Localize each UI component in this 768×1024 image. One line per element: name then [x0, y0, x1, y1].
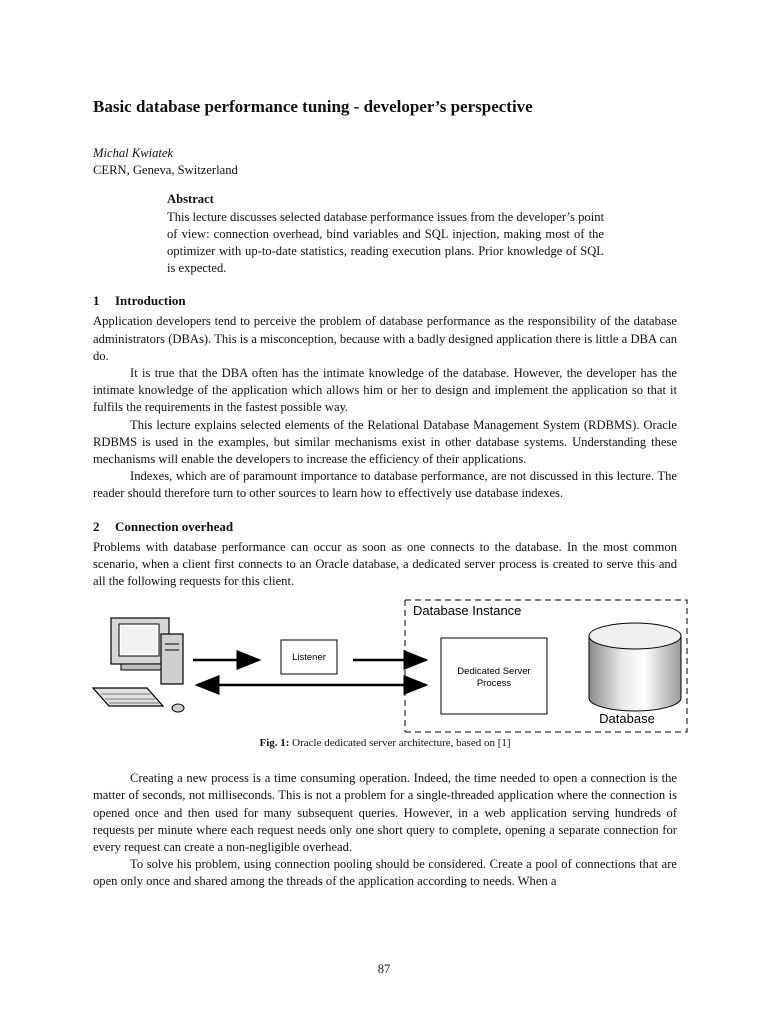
section-title: Connection overhead: [115, 518, 234, 534]
listener-label: Listener: [292, 652, 326, 664]
intro-paragraph-4: Indexes, which are of paramount importance to database performance, are not discussed in this lecture. The reader should therefore turn to other sources to learn how to effectively use database indexes.: [93, 469, 677, 501]
section-number: 2: [93, 518, 100, 534]
database-label: Database: [599, 711, 655, 727]
page-number: 87: [377, 962, 391, 976]
intro-paragraph-3: This lecture explains selected elements of the Relational Database Management System (RDBMS). Oracle RDBMS is used in the examples, but similar mechanisms exist in other database systems. Understanding these mechanisms will enable the developers to increase the efficiency of their applications.: [93, 417, 677, 467]
paper-title: Basic database performance tuning - developer’s perspective: [93, 97, 533, 116]
abstract-text: This lecture discusses selected database performance issues from the developer’s point of view: connection overhead, bind variables and SQL injection, making most of the optimizer with up-to-date statistics, reading execution plans. Prior knowledge of SQL is expected.: [167, 209, 604, 276]
dedicated-server-label-line2: Process: [476, 678, 512, 690]
section-heading-introduction: [93, 292, 677, 309]
dedicated-server-label-line1: Dedicated Server: [457, 666, 531, 678]
author-name: Michal Kwiatek: [93, 146, 174, 160]
database-instance-label: Database Instance: [413, 603, 522, 619]
caption-prefix: Fig. 1:: [259, 737, 290, 750]
author-affiliation: CERN, Geneva, Switzerland: [93, 163, 238, 178]
abstract: [167, 191, 604, 277]
client-computer-icon: [93, 618, 184, 712]
figure-caption: [93, 736, 677, 750]
after-figure-paragraph-1: Creating a new process is a time consuming operation. Indeed, the time needed to open a connection is the matter of seconds, not milliseconds. This is not a problem for a single-threaded application where the connection is opened once and then used for many subsequent queries. However, in a web application serving hundreds of requests per minute where each request needs only one short query to complete, opening a separate connection for every request can create a non-negligible overhead.: [93, 771, 677, 855]
database-cylinder-icon: [589, 623, 681, 711]
intro-paragraph-1: Application developers tend to perceive the problem of database performance as the responsibility of the database administrators (DBAs). This is a misconception, because with a badly designed application there is little a DBA can do.: [93, 314, 677, 363]
section-title: Introduction: [115, 293, 186, 309]
paper-page: [93, 96, 677, 891]
caption-text: Oracle dedicated server architecture, based on [1]: [292, 737, 511, 750]
architecture-diagram: [91, 594, 691, 736]
figure-oracle-architecture: [91, 594, 691, 736]
intro-paragraph-2: It is true that the DBA often has the intimate knowledge of the database. However, the developer has the intimate knowledge of the application which allows him or her to design and implement the application so that it fulfils the requirements in the fastest possible way.: [93, 366, 677, 415]
abstract-heading: Abstract: [167, 192, 214, 207]
section-heading-connection-overhead: [93, 518, 677, 535]
after-figure-paragraph-2: To solve his problem, using connection pooling should be considered. Create a pool of connections that are open only once and shared among the threads of the application according to needs. When a: [93, 857, 677, 889]
section-number: 1: [93, 293, 100, 309]
connection-paragraph-1: Problems with database performance can occur as soon as one connects to the database. In the most common scenario, when a client first connects to an Oracle database, a dedicated server process is created to serve this and all the following requests for this client.: [93, 539, 677, 589]
